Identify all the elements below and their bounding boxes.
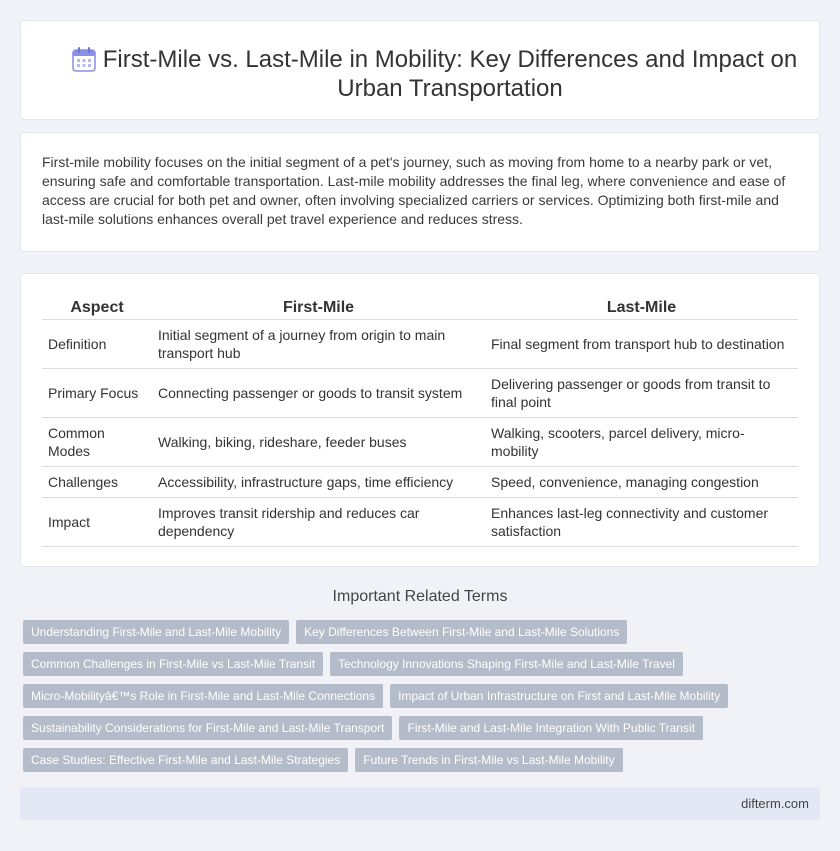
intro-paragraph: First-mile mobility focuses on the initial segment of a pet's journey, such as moving from home to a nearby park or vet, ensuring safe and comfortable transportation. Last-mile mobility addresses the final leg, where convenience and ease of access are crucial for both pet and owner, often involving specialized carriers or services. Optimizing both first-mile and last-mile solutions enhances overall pet travel experience and reduces stress. <box>42 154 786 227</box>
related-term-tag[interactable]: Key Differences Between First-Mile and Last-Mile Solutions <box>296 620 627 644</box>
table-cell: Initial segment of a journey from origin to main transport hub <box>152 319 485 368</box>
table-cell: Impact <box>42 497 152 546</box>
related-term-tag[interactable]: Future Trends in First-Mile vs Last-Mile Mobility <box>355 748 622 772</box>
intro-card <box>20 132 820 252</box>
table-header-row <box>42 292 798 319</box>
related-term-tag[interactable]: Case Studies: Effective First-Mile and Last-Mile Strategies <box>23 748 348 772</box>
footer-site-name[interactable]: difterm.com <box>741 796 809 811</box>
footer <box>20 787 820 820</box>
related-terms-title: Important Related Terms <box>332 588 508 605</box>
table-cell: Primary Focus <box>42 368 152 417</box>
related-term-tag[interactable]: Understanding First-Mile and Last-Mile Mobility <box>23 620 289 644</box>
table-cell: Final segment from transport hub to destination <box>485 319 798 368</box>
table-cell: Improves transit ridership and reduces car dependency <box>152 497 485 546</box>
page-title: First-Mile vs. Last-Mile in Mobility: Key Differences and Impact on Urban Transportation <box>102 46 798 102</box>
column-header-first-mile: First-Mile <box>152 292 485 319</box>
column-header-last-mile: Last-Mile <box>485 292 798 319</box>
related-term-tag[interactable]: Micro-Mobilityâ€™s Role in First-Mile and Last-Mile Connections <box>23 684 383 708</box>
related-term-tag[interactable]: Sustainability Considerations for First-Mile and Last-Mile Transport <box>23 716 392 740</box>
table-cell: Definition <box>42 319 152 368</box>
table-cell: Delivering passenger or goods from transit to final point <box>485 368 798 417</box>
table-cell: Accessibility, infrastructure gaps, time efficiency <box>152 466 485 497</box>
table-cell: Connecting passenger or goods to transit system <box>152 368 485 417</box>
table-cell: Speed, convenience, managing congestion <box>485 466 798 497</box>
related-term-tag[interactable]: Impact of Urban Infrastructure on First and Last-Mile Mobility <box>390 684 728 708</box>
table-row <box>42 417 798 466</box>
related-terms-list <box>23 620 813 772</box>
table-row <box>42 497 798 546</box>
table-cell: Common Modes <box>42 417 152 466</box>
table-cell: Walking, scooters, parcel delivery, micro-mobility <box>485 417 798 466</box>
related-term-tag[interactable]: Common Challenges in First-Mile vs Last-Mile Transit <box>23 652 323 676</box>
table-cell: Challenges <box>42 466 152 497</box>
table-cell: Walking, biking, rideshare, feeder buses <box>152 417 485 466</box>
header-card <box>20 20 820 120</box>
table-row <box>42 466 798 497</box>
related-term-tag[interactable]: Technology Innovations Shaping First-Mile and Last-Mile Travel <box>330 652 683 676</box>
table-cell: Enhances last-leg connectivity and customer satisfaction <box>485 497 798 546</box>
column-header-aspect: Aspect <box>42 292 152 319</box>
comparison-table <box>42 292 798 547</box>
table-row <box>42 319 798 368</box>
related-term-tag[interactable]: First-Mile and Last-Mile Integration With Public Transit <box>399 716 702 740</box>
table-row <box>42 368 798 417</box>
comparison-table-card <box>20 273 820 567</box>
